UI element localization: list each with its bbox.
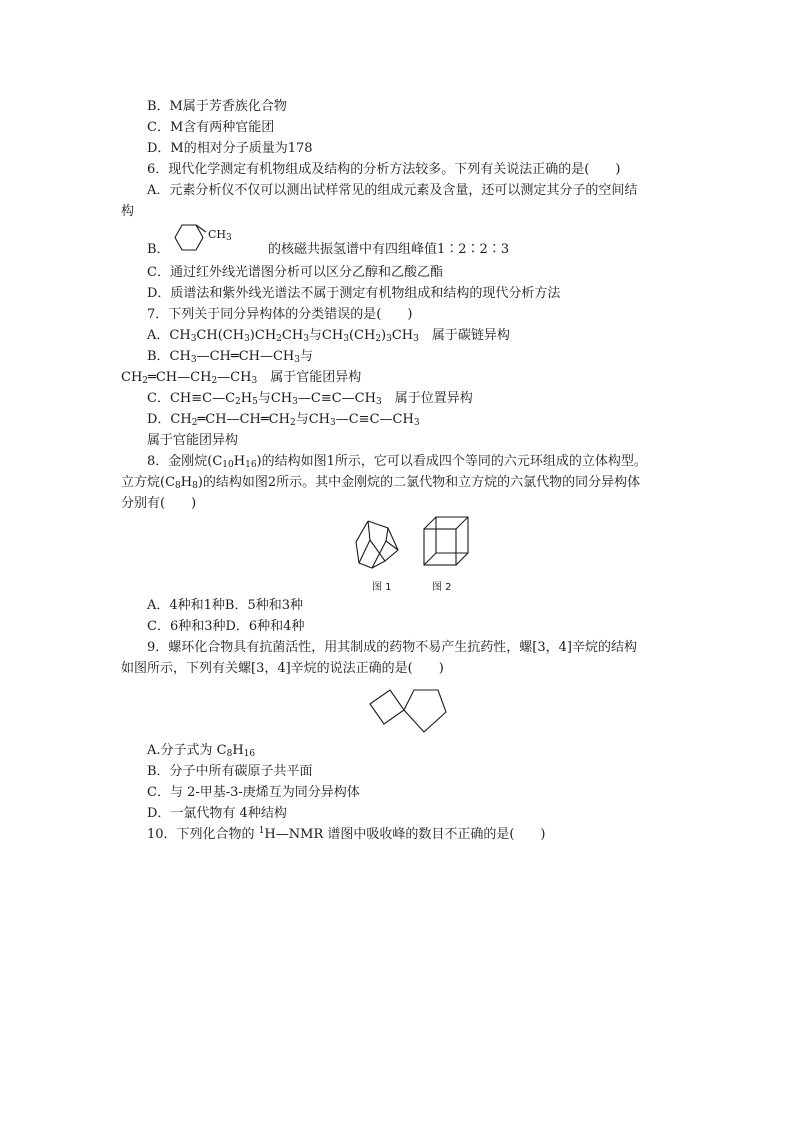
q9-option-c: C．与 2-甲基-3-庚烯互为同分异构体 <box>147 785 360 800</box>
spiro-octane-structure <box>364 682 456 740</box>
q7-option-b-line1: B．$CH_3—CH═CH—CH_3$与 <box>147 349 314 365</box>
q8-options-cd: C．6种和3种D．6种和4种 <box>147 619 305 634</box>
cyclopentane-ring <box>404 690 446 732</box>
cube-edge <box>456 517 468 529</box>
q8-stem-line3: 分别有( ) <box>121 496 197 511</box>
q9-option-b: B．分子中所有碳原子共平面 <box>147 764 313 779</box>
cyclobutane-ring <box>370 690 404 724</box>
q8-stem-line2: 立方烷$(C_8H_8)$的结构如图2所示。其中金刚烷的二氯代物和立方烷的六氯代物的同分异构体 <box>121 475 641 491</box>
q9-stem-line2: 如图所示，下列有关螺[3，4]辛烷的说法正确的是( ) <box>121 661 444 676</box>
q5-option-d: D．M的相对分子质量为178 <box>147 141 313 156</box>
adamantane-outer-cage <box>356 521 398 568</box>
q6-option-c: C．通过红外线光谱图分析可以区分乙醇和乙酸乙酯 <box>147 265 443 280</box>
adamantane-bridge-bond <box>359 540 370 563</box>
adamantane-structure <box>348 516 410 574</box>
figure-2-caption: 图 2 <box>432 582 452 593</box>
q7-option-a: A．$CH_3CH(CH_3)CH_2CH_3$与$CH_3(CH_2)_3CH_3$ 属于碳链异构 <box>147 328 510 344</box>
q7-stem: 7．下列关于同分异构体的分类错误的是( ) <box>147 307 413 322</box>
q9-option-a: A.分子式为 $C_8H_{16}$ <box>147 743 256 759</box>
q9-option-d: D．一氯代物有 4种结构 <box>147 806 287 821</box>
cubane-structure <box>420 514 474 570</box>
q7-option-d-line2: 属于官能团异构 <box>147 433 239 448</box>
q5-option-c: C．M含有两种官能团 <box>147 120 275 135</box>
q6-option-b-text: 的核磁共振氢谱中有四组峰值1∶2∶2∶3 <box>268 242 510 257</box>
q6-option-a-line2: 构 <box>121 204 135 219</box>
q8-options-ab: A．4种和1种B．5种和3种 <box>147 598 304 613</box>
adamantane-front-bonds <box>368 521 385 561</box>
figure-1-caption: 图 1 <box>372 582 392 593</box>
q7-option-c: C．$CH\equiv C—C_2H_5$与$CH_3—C\equiv C—CH_3$ 属于位置异构 <box>147 391 473 407</box>
q8-stem-line1: 8．金刚烷$(C_{10}H_{16})$的结构如图1所示，它可以看成四个等同的六元环组成的立体构型。 <box>147 454 647 470</box>
q6-option-a-line1: A．元素分析仪不仅可以测出试样常见的组成元素及含量，还可以测定其分子的空间结 <box>147 183 638 198</box>
methyl-group-label: $CH_3$ <box>208 228 232 243</box>
cyclohexane-ring <box>175 225 203 250</box>
q10-stem: 10．下列化合物的 $^1$H—NMR 谱图中吸收峰的数目不正确的是( ) <box>147 826 546 842</box>
q7-option-b-line2: $CH_2═CH—CH_2—CH_3$ 属于官能团异构 <box>121 370 362 386</box>
q6-option-d: D．质谱法和紫外线光谱法不属于测定有机物组成和结构的现代分析方法 <box>147 286 561 301</box>
q5-option-b: B．M属于芳香族化合物 <box>147 99 287 114</box>
q9-stem-line1: 9．螺环化合物具有抗菌活性，用其制成的药物不易产生抗药性，螺[3，4]辛烷的结构 <box>147 640 637 655</box>
q6-option-b-label: B． <box>147 242 170 257</box>
q7-option-d: D．$CH_2═CH—CH═CH_2$与$CH_3—C\equiv C—CH_3$ <box>147 412 420 428</box>
q6-stem: 6．现代化学测定有机物组成及结构的分析方法较多。下列有关说法正确的是( ) <box>147 162 621 177</box>
